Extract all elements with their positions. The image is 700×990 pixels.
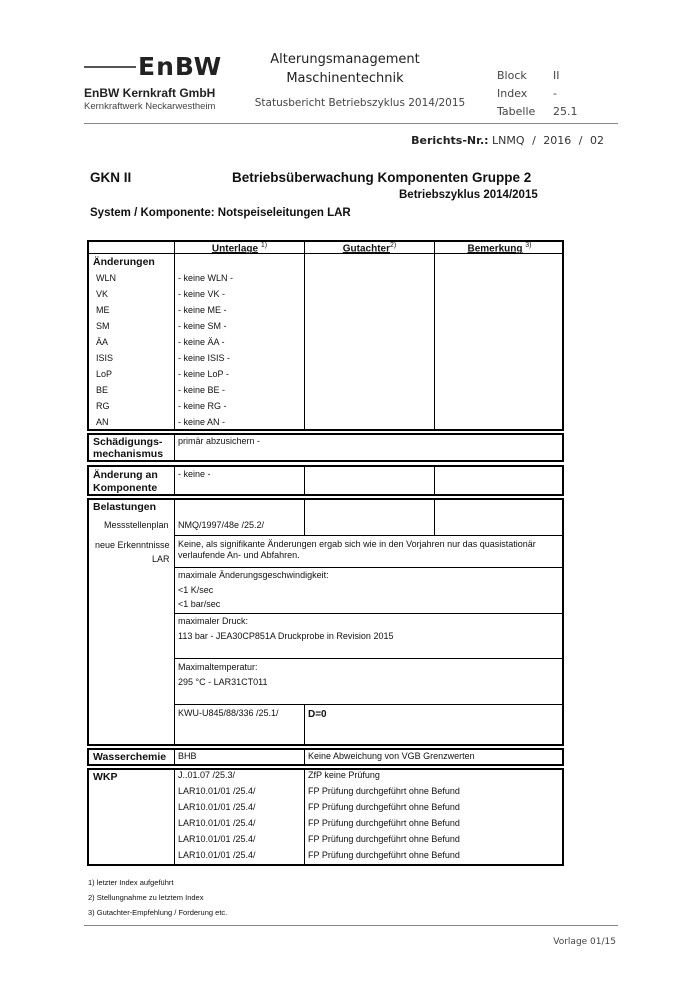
wkp-label: WKP	[93, 771, 118, 783]
wkp-result: FP Prüfung durchgeführt ohne Befund	[308, 786, 460, 796]
aenderungsgeschwindigkeit-temperature: <1 K/sec	[178, 585, 214, 595]
aenderung-value: - keine RG -	[178, 401, 227, 411]
erkenntnisse-label-line2: LAR	[152, 554, 170, 564]
max-pressure-value: 113 bar - JEA30CP851A Druckprobe in Revision 2015	[178, 631, 394, 641]
company-name: EnBW Kernkraft GmbH	[84, 86, 216, 100]
col-divider-2	[304, 465, 305, 496]
aenderung-code: SM	[96, 321, 110, 331]
section-aenderungen	[87, 240, 564, 431]
wasserchemie-unterlage: BHB	[178, 751, 197, 761]
aenderung-value: - keine AN -	[178, 417, 226, 427]
wkp-result: FP Prüfung durchgeführt ohne Befund	[308, 834, 460, 844]
belastungen-row-divider	[174, 535, 564, 536]
footnote-2: 2) Stellungnahme zu letztem Index	[88, 893, 204, 902]
footnote-3: 3) Gutachter-Empfehlung / Forderung etc.	[88, 908, 228, 917]
col-divider-2	[304, 768, 305, 866]
meta-key-index: Index	[497, 87, 528, 100]
column-unterlage-label: Unterlage	[211, 243, 259, 255]
aenderung-komponente-value: - keine -	[178, 469, 211, 479]
max-temperature-label: Maximaltemperatur:	[178, 662, 258, 672]
aenderung-value: - keine WLN -	[178, 273, 234, 283]
belastungen-row-divider	[174, 613, 564, 614]
wkp-reference: LAR10.01/01 /25.4/	[178, 802, 256, 812]
meta-key-tabelle: Tabelle	[497, 105, 536, 118]
template-version: Vorlage 01/15	[553, 937, 616, 947]
belastungen-heading: Belastungen	[93, 501, 157, 513]
column-header-bemerkung	[435, 242, 564, 254]
col-divider-2	[304, 240, 305, 431]
system-component: System / Komponente: Notspeiseleitungen LAR	[90, 207, 351, 219]
col-divider-1	[174, 748, 175, 766]
kwu-reference: KWU-U845/88/336 /25.1/	[178, 708, 279, 718]
aenderung-code: WLN	[96, 273, 116, 283]
report-number	[411, 134, 604, 147]
wasserchemie-label: Wasserchemie	[93, 751, 167, 763]
header-title-line1: Alterungsmanagement	[270, 52, 420, 67]
aenderung-code: LoP	[96, 369, 113, 379]
header-divider	[84, 123, 618, 124]
meta-value-block: II	[553, 69, 560, 82]
aenderung-value: - keine VK -	[178, 289, 226, 299]
column-header-gutachter	[305, 242, 434, 254]
col-divider-3	[434, 498, 435, 535]
aenderung-code: ISIS	[96, 353, 114, 363]
schaedigung-label-line1: Schädigungs-	[93, 436, 163, 448]
col-divider-2	[304, 748, 305, 766]
col-divider-2	[304, 498, 305, 535]
messstellenplan-value: NMQ/1997/48e /25.2/	[178, 520, 265, 530]
max-pressure-label: maximaler Druck:	[178, 616, 249, 626]
meta-value-tabelle: 25.1	[553, 105, 578, 118]
aenderung-value: - keine SM -	[178, 321, 227, 331]
d-value: D=0	[308, 709, 327, 720]
report-number-part1: LNMQ	[492, 134, 525, 147]
meta-key-block: Block	[497, 69, 527, 82]
aenderung-code: BE	[96, 385, 109, 395]
aenderung-code: RG	[96, 401, 110, 411]
col-divider-1	[174, 768, 175, 866]
belastungen-row-divider	[174, 567, 564, 568]
aenderung-value: - keine ISIS -	[178, 353, 231, 363]
footer-divider	[84, 925, 618, 926]
plant-name: Kernkraftwerk Neckarwestheim	[84, 101, 216, 112]
schaedigung-label-line2: mechanismus	[93, 448, 164, 460]
aenderung-komponente-label-line1: Änderung an	[93, 469, 158, 481]
column-bemerkung-footnote: 3)	[525, 242, 532, 249]
footnote-1: 1) letzter Index aufgeführt	[88, 878, 174, 887]
enbw-logo: EnBW	[138, 52, 223, 81]
plant-code: GKN II	[90, 170, 132, 185]
col-divider-1	[174, 240, 175, 431]
operating-cycle: Betriebszyklus 2014/2015	[399, 189, 538, 201]
column-unterlage-footnote: 1)	[260, 242, 268, 249]
wkp-reference: LAR10.01/01 /25.4/	[178, 834, 256, 844]
aenderung-code: ÄA	[96, 337, 109, 347]
erkenntnisse-text-line2: verlaufende An- und Abfahren.	[178, 550, 300, 560]
aenderung-value: - keine BE -	[178, 385, 226, 395]
wkp-result: ZfP keine Prüfung	[308, 770, 380, 780]
wkp-reference: LAR10.01/01 /25.4/	[178, 818, 256, 828]
column-header-unterlage	[175, 242, 304, 254]
col-divider-3	[434, 240, 435, 431]
aenderung-komponente-label-line2: Komponente	[93, 482, 158, 494]
report-number-label: Berichts-Nr.:	[411, 134, 489, 147]
col-divider-1	[174, 433, 175, 462]
meta-value-index: -	[553, 87, 557, 100]
aenderungen-heading: Änderungen	[93, 256, 155, 268]
col-divider-1	[174, 465, 175, 496]
column-gutachter-footnote: 2)	[390, 242, 397, 249]
header-title-line2: Maschinentechnik	[286, 71, 404, 86]
max-temperature-value: 295 °C - LAR31CT011	[178, 677, 268, 687]
d-value-divider	[304, 704, 305, 746]
aenderung-value: - keine LoP -	[178, 369, 229, 379]
aenderungsgeschwindigkeit-label: maximale Änderungsgeschwindigkeit:	[178, 570, 329, 580]
aenderung-code: VK	[96, 289, 109, 299]
report-number-sep2: /	[578, 134, 583, 147]
column-bemerkung-label: Bemerkung	[467, 243, 523, 255]
section-aenderung-komponente	[87, 465, 564, 496]
wkp-reference: LAR10.01/01 /25.4/	[178, 850, 256, 860]
erkenntnisse-text-line1: Keine, als signifikante Änderungen ergab sich wie in den Vorjahren nur das quasistationär	[178, 539, 536, 549]
col-divider-3	[434, 465, 435, 496]
wkp-result: FP Prüfung durchgeführt ohne Befund	[308, 802, 460, 812]
report-number-part3: 02	[590, 134, 604, 147]
aenderung-value: - keine ÄA -	[178, 337, 225, 347]
report-number-part2: 2016	[543, 134, 572, 147]
wkp-reference: J..01.07 /25.3/	[178, 770, 236, 780]
column-gutachter-label: Gutachter	[342, 243, 390, 255]
logo-line	[84, 66, 136, 68]
aenderungsgeschwindigkeit-pressure: <1 bar/sec	[178, 599, 221, 609]
erkenntnisse-label-line1: neue Erkenntnisse	[95, 540, 170, 550]
wkp-reference: LAR10.01/01 /25.4/	[178, 786, 256, 796]
wasserchemie-gutachter: Keine Abweichung von VGB Grenzwerten	[308, 751, 475, 761]
aenderung-value: - keine ME -	[178, 305, 227, 315]
aenderung-code: ME	[96, 305, 110, 315]
belastungen-row-divider	[174, 658, 564, 659]
schaedigung-value: primär abzusichern -	[178, 436, 261, 446]
header-subtitle: Statusbericht Betriebszyklus 2014/2015	[254, 97, 466, 109]
document-title: Betriebsüberwachung Komponenten Gruppe 2	[232, 170, 532, 185]
belastungen-row-divider	[174, 704, 564, 705]
aenderung-code: AN	[96, 417, 109, 427]
wkp-result: FP Prüfung durchgeführt ohne Befund	[308, 850, 460, 860]
wkp-result: FP Prüfung durchgeführt ohne Befund	[308, 818, 460, 828]
report-number-sep1: /	[532, 134, 536, 147]
messstellenplan-label: Messstellenplan	[104, 520, 169, 530]
